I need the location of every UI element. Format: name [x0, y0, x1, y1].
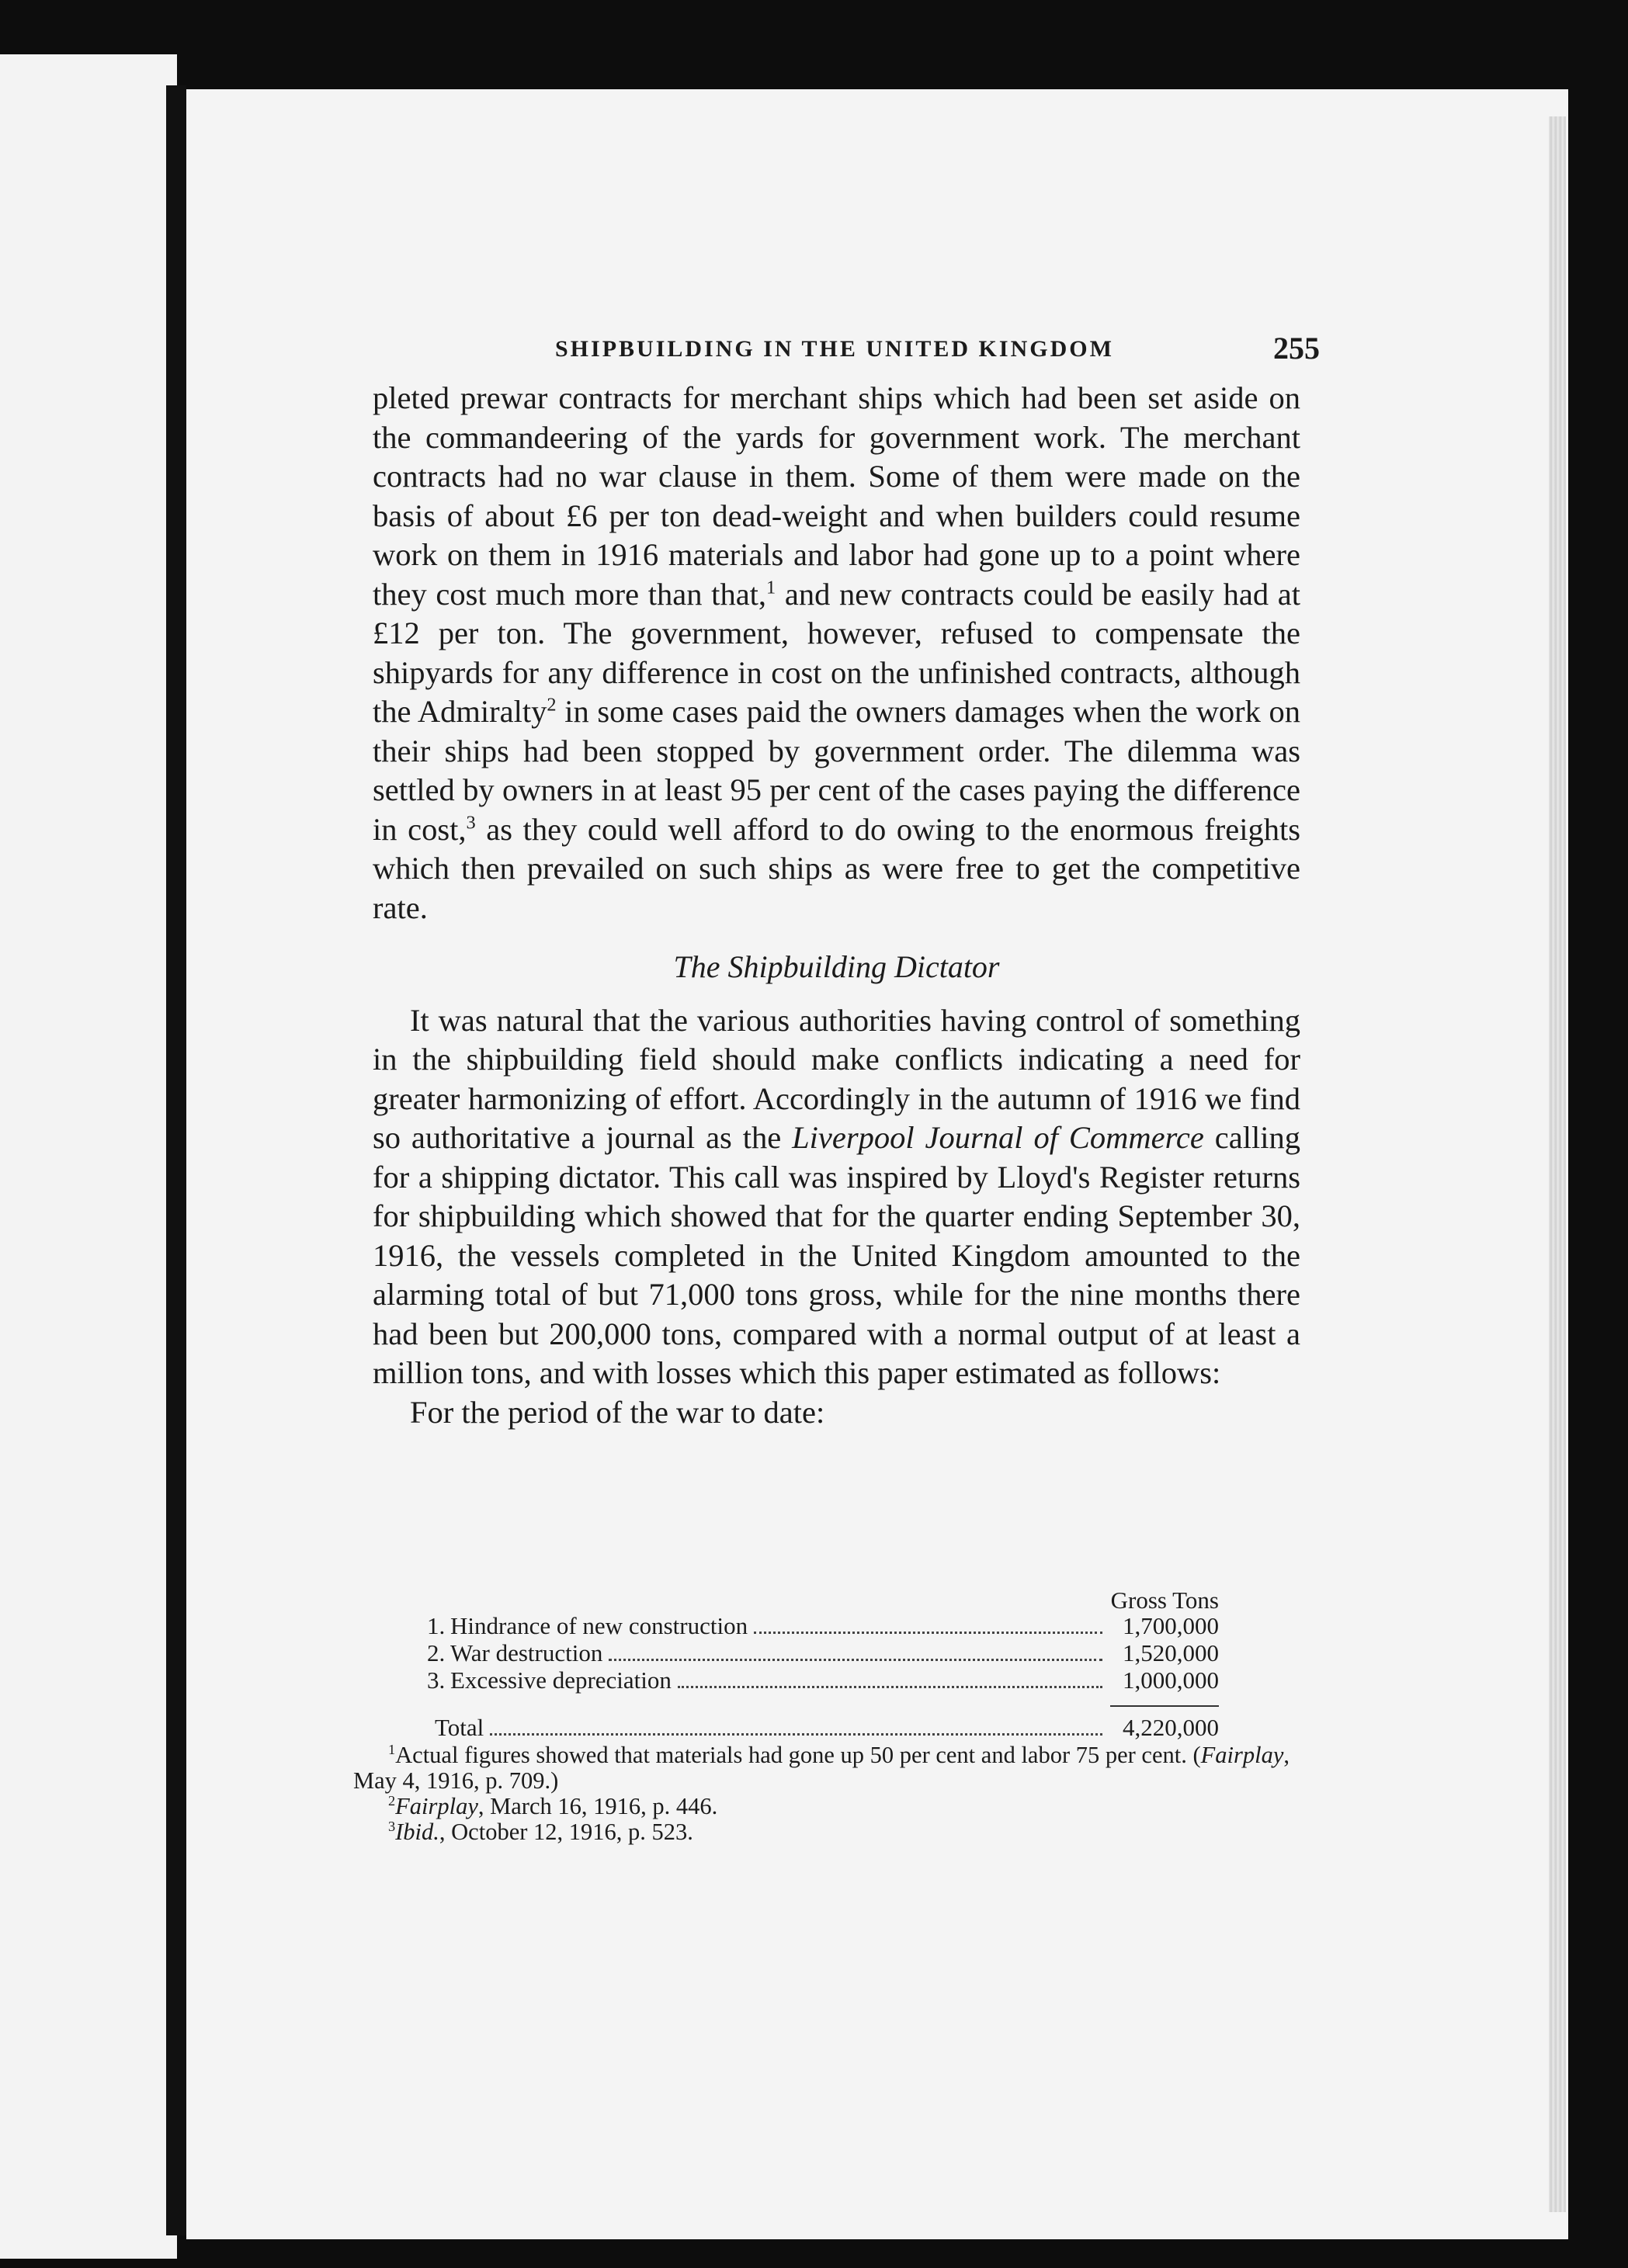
table-row — [427, 1640, 1219, 1667]
paragraph-2-text-a: It was natural that the various authorities having control of something in the shipbuilding field should make conflicts indicating a need for greater harmonizing of effort. Accordingly in the autumn of 1916 we find so authoritative a journal as the — [373, 1002, 1300, 1155]
page-number: 255 — [1273, 331, 1320, 366]
row-label: Hindrance of new construction — [450, 1612, 748, 1639]
footnote-3 — [353, 1819, 1300, 1845]
paragraph-1 — [373, 379, 1300, 928]
footnote-ref-2: 2 — [547, 694, 557, 716]
footnote-source: Ibid. — [395, 1819, 439, 1845]
page-header — [555, 330, 1320, 376]
paragraph-3: For the period of the war to date: — [410, 1394, 825, 1430]
footnotes — [353, 1743, 1300, 1845]
row-number: 3. — [427, 1666, 446, 1694]
journal-title: Liverpool Journal of Commerce — [792, 1120, 1204, 1155]
table-total-row — [427, 1715, 1219, 1742]
row-number: 1. — [427, 1612, 446, 1639]
paragraph-2-text-b: calling for a shipping dictator. This call was inspired by Lloyd's Register returns for shipbuilding which showed that for the quarter ending September 30, 1916, the vessels completed in the United Kingdom amounted to the alarming total of but 71,000 tons gross, while for the nine months there had been but 200,000 tons, compared with a normal output of at least a million tons, and with losses which this paper estimated as follows: — [373, 1120, 1300, 1390]
table-row — [427, 1667, 1219, 1694]
page-stack-edge — [1549, 116, 1566, 2212]
book-binding — [166, 85, 186, 2235]
footnote-1 — [353, 1743, 1300, 1794]
leader-dots — [609, 1659, 1102, 1661]
row-label: War destruction — [450, 1639, 603, 1666]
footnote-citation: , May 4, 1916, p. 709.) — [353, 1742, 1290, 1794]
footnote-source: Fairplay — [1200, 1742, 1284, 1768]
total-value: 4,220,000 — [1123, 1714, 1219, 1741]
paragraph-1-text-d: as they could well afford to do owing to the enormous freights which then prevailed on such ships as were free to get the competitive rate. — [373, 811, 1300, 925]
section-title: The Shipbuilding Dictator — [673, 949, 1000, 984]
row-value: 1,700,000 — [1123, 1612, 1219, 1639]
row-value: 1,000,000 — [1123, 1666, 1219, 1694]
footnote-ref-3: 3 — [466, 812, 476, 833]
running-head: SHIPBUILDING IN THE UNITED KINGDOM — [555, 336, 1114, 362]
losses-table — [427, 1587, 1219, 1742]
row-value: 1,520,000 — [1123, 1639, 1219, 1666]
total-label: Total — [435, 1714, 484, 1741]
total-rule — [1110, 1705, 1219, 1707]
paragraph-2 — [373, 1001, 1300, 1393]
footnote-source: Fairplay — [395, 1793, 478, 1819]
paragraph-1-text-b: and new contracts could be easily had at £12 per ton. The government, however, refused to compensate the shipyards for any difference in cost on the unfinished contracts, although the Admiralty — [373, 576, 1300, 729]
footnote-text: Actual figures showed that materials had gone up 50 per cent and labor 75 per cent. ( — [395, 1742, 1201, 1768]
footnote-ref-1: 1 — [766, 577, 776, 598]
row-label: Excessive depreciation — [450, 1666, 672, 1694]
footnote-citation: , March 16, 1916, p. 446. — [477, 1793, 718, 1819]
footnote-mark: 3 — [388, 1818, 396, 1834]
footnote-mark: 1 — [388, 1741, 396, 1757]
leader-dots — [754, 1632, 1102, 1634]
leader-dots — [678, 1686, 1102, 1688]
paragraph-1-text-a: pleted prewar contracts for merchant ships which had been set aside on the commandeering of the yards for government work. The merchant contracts had no war clause in them. Some of them were made on the basis of about £6 per ton dead-weight and when builders could resume work on them in 1916 materials and labor had gone up to a point where they cost much more than that, — [373, 380, 1300, 612]
table-row — [427, 1613, 1219, 1640]
leader-dots — [490, 1733, 1102, 1736]
body-text — [373, 379, 1300, 1432]
footnote-citation: , October 12, 1916, p. 523. — [439, 1819, 693, 1845]
footnote-2 — [353, 1794, 1300, 1819]
footnote-mark: 2 — [388, 1792, 396, 1809]
table-column-header: Gross Tons — [1110, 1587, 1219, 1614]
row-number: 2. — [427, 1639, 446, 1666]
facing-page-edge — [0, 54, 177, 2259]
paragraph-1-text-c: in some cases paid the owners damages when the work on their ships had been stopped by government order. The dilemma was settled by owners in at least 95 per cent of the cases paying the difference in cost, — [373, 694, 1300, 847]
